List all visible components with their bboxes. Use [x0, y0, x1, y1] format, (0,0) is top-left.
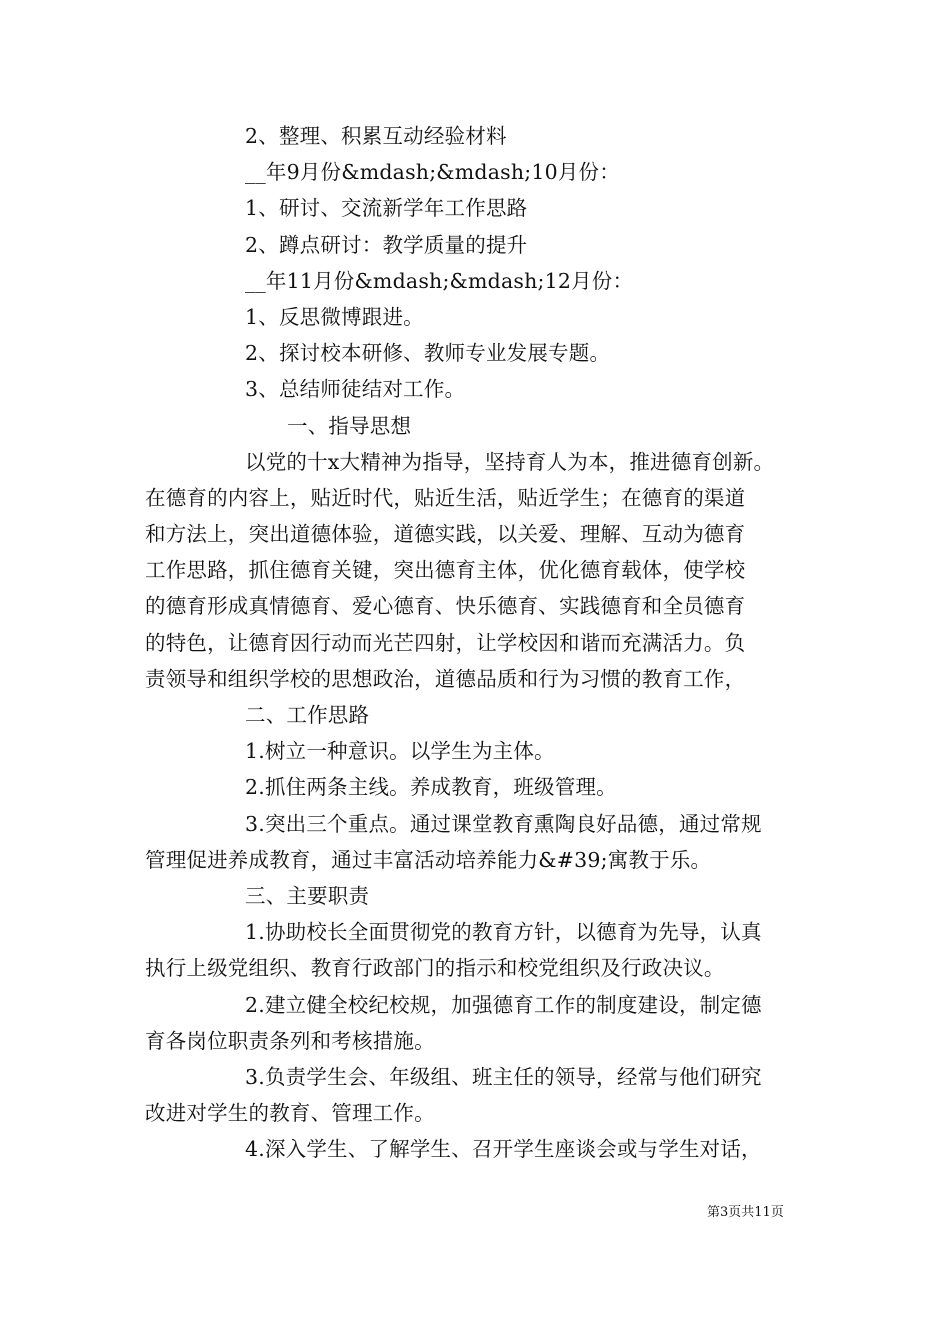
text-line: 责领导和组织学校的思想政治，道德品质和行为习惯的教育工作， — [145, 666, 746, 691]
text-line: 4.深入学生、了解学生、召开学生座谈会或与学生对话， — [245, 1137, 762, 1162]
text-line: 2、探讨校本研修、教师专业发展专题。 — [245, 341, 611, 366]
page-number-footer: 第3页共11页 — [707, 1205, 784, 1220]
section-heading: 一、指导思想 — [287, 413, 412, 438]
text-line: 改进对学生的教育、管理工作。 — [145, 1101, 435, 1126]
body-text — [145, 118, 825, 1167]
text-line: 3.突出三个重点。通过课堂教育熏陶良好品德，通过常规 — [245, 811, 762, 836]
text-line: 2.建立健全校纪校规，加强德育工作的制度建设，制定德 — [245, 992, 762, 1017]
text-line: 1、反思微博跟进。 — [245, 304, 424, 329]
text-line: 在德育的内容上，贴近时代，贴近生活，贴近学生；在德育的渠道 — [145, 485, 746, 510]
text-line: 的特色，让德育因行动而光芒四射，让学校因和谐而充满活力。负 — [145, 630, 746, 655]
text-line: 1.树立一种意识。以学生为主体。 — [245, 739, 555, 764]
text-line: 育各岗位职责条列和考核措施。 — [145, 1028, 435, 1053]
text-line: 和方法上，突出道德体验，道德实践，以关爱、理解、互动为德育 — [145, 522, 746, 547]
text-line: 2、蹲点研讨：教学质量的提升 — [245, 232, 528, 257]
text-line: 2.抓住两条主线。养成教育，班级管理。 — [245, 775, 617, 800]
text-line: 的德育形成真情德育、爱心德育、快乐德育、实践德育和全员德育 — [145, 594, 746, 619]
text-line: 执行上级党组织、教育行政部门的指示和校党组织及行政决议。 — [145, 956, 725, 981]
text-line: 1、研讨、交流新学年工作思路 — [245, 196, 528, 221]
text-line: __年11月份&mdash;&mdash;12月份： — [245, 268, 634, 293]
text-line: 2、整理、积累互动经验材料 — [245, 124, 507, 148]
text-line: 以党的十x大精神为指导，坚持育人为本，推进德育创新。 — [245, 449, 775, 474]
text-line: 1.协助校长全面贯彻党的教育方针，以德育为先导，认真 — [245, 920, 762, 945]
section-heading: 三、主要职责 — [245, 883, 370, 908]
text-line: 管理促进养成教育，通过丰富活动培养能力&#39;寓教于乐。 — [145, 847, 712, 872]
text-line: 3、总结师徒结对工作。 — [245, 377, 466, 402]
text-line: 工作思路，抓住德育关键，突出德育主体，优化德育载体，使学校 — [145, 558, 746, 583]
section-heading: 二、工作思路 — [245, 703, 370, 727]
text-line: __年9月份&mdash;&mdash;10月份： — [245, 160, 620, 185]
text-line: 3.负责学生会、年级组、班主任的领导，经常与他们研究 — [245, 1064, 762, 1089]
